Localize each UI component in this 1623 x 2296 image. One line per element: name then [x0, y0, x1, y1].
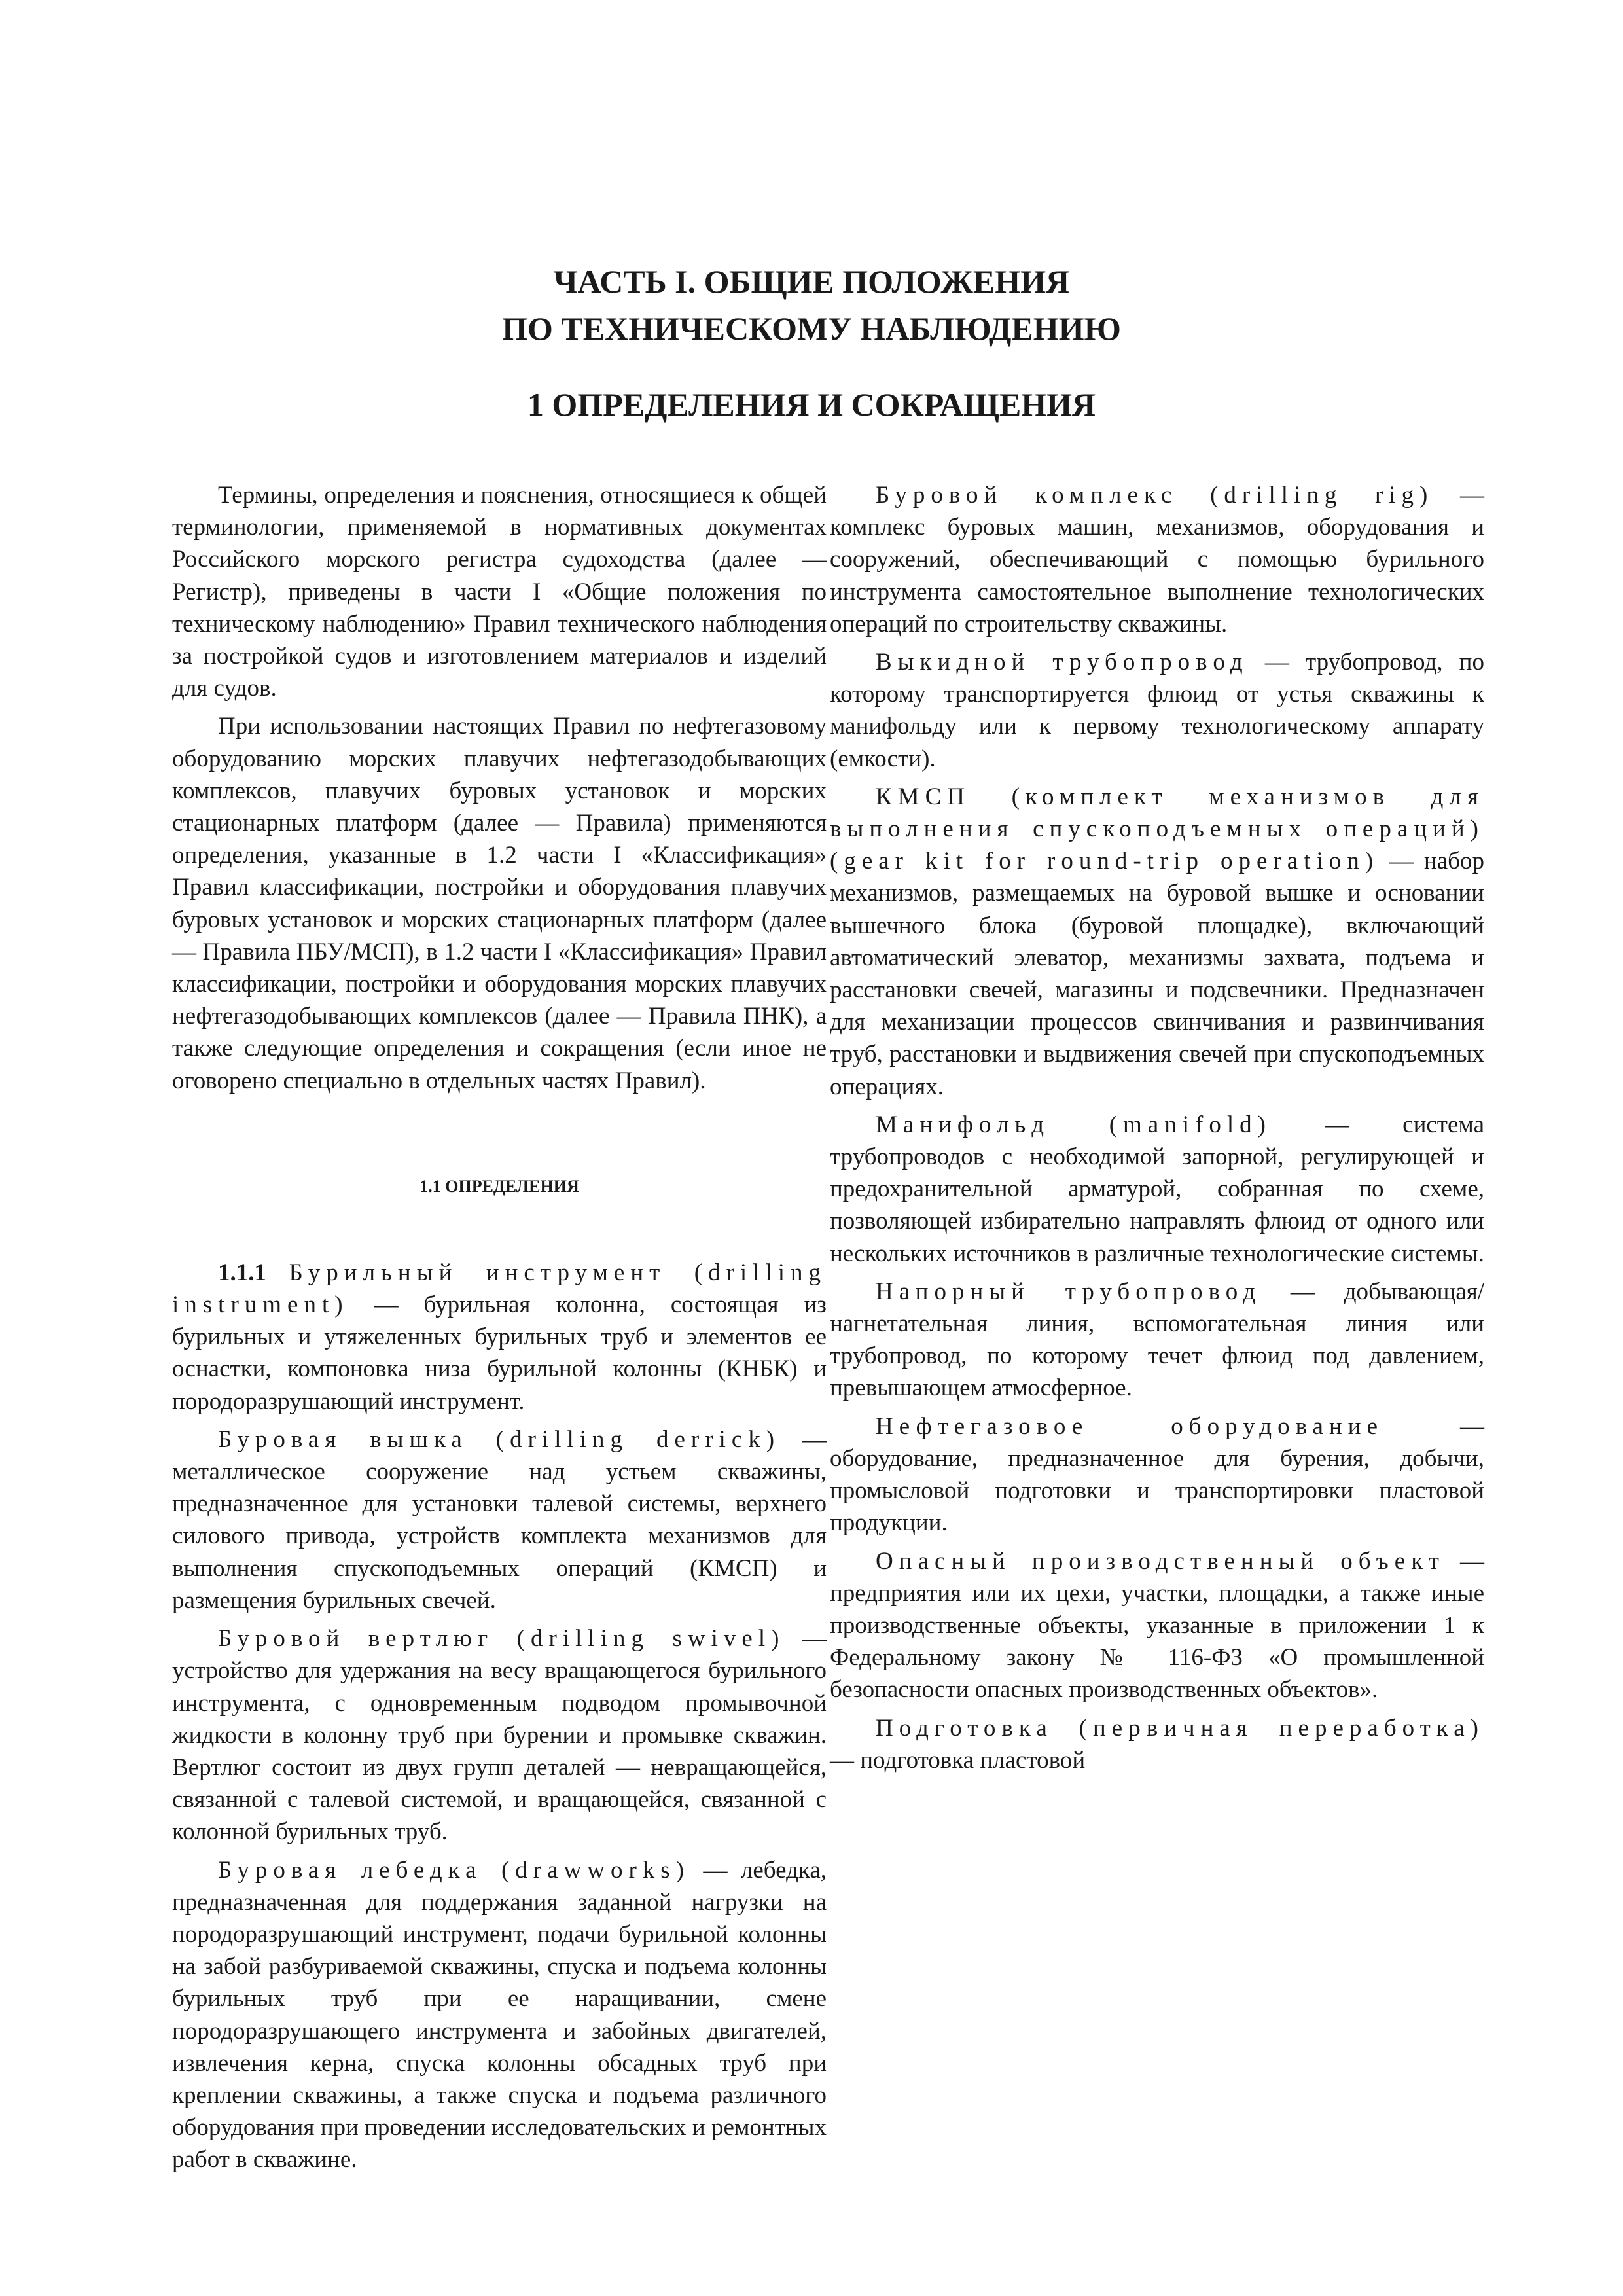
part-title-line2: ПО ТЕХНИЧЕСКОМУ НАБЛЮДЕНИЮ [502, 310, 1121, 347]
definition [172, 1257, 827, 1418]
definition-text: — предприятия или их цехи, участки, площадки, а также иные производственные объекты, указанные в приложении 1 к Федеральному закону № 116-ФЗ «О промышленной безопасности опасных производственных объектов». [830, 1547, 1484, 1704]
section-title: 1 ОПРЕДЕЛЕНИЯ И СОКРАЩЕНИЯ [527, 386, 1096, 423]
definition-term: Опасный производственный объект [876, 1547, 1445, 1575]
definition-text: — устройство для удержания на весу вращающегося бурильного инструмента, с одновременным подводом промывочной жидкости в колонну труб при бурении и промывке скважин. Вертлюг состоит из двух групп деталей — невращающейся, связанной с талевой системой, и вращающейся, связанной с колонной бурильных труб. [172, 1625, 827, 1846]
definition-term: Бурильный инструмент (drilling instrument) [172, 1259, 827, 1319]
definition-term: Подготовка (первичная переработка) [876, 1714, 1484, 1742]
definition-term: Выкидной трубопровод [876, 649, 1249, 676]
definition-text: — трубопровод, по которому транспортируется флюид от устья скважины к манифольду или к первому технологическому аппарату (емкости). [830, 649, 1484, 772]
definition-term: Нефтегазовое оборудование [876, 1412, 1384, 1440]
definition-text: — оборудование, предназначенное для бурения, добычи, промысловой подготовки и транспортировки пластовой продукции. [830, 1412, 1485, 1537]
definition [830, 1276, 1484, 1405]
definition [830, 1545, 1484, 1706]
definition-text: — набор механизмов, размещаемых на буровой вышке и основании вышечного блока (буровой площадке), включающий автоматический элеватор, механизмы захвата, подъема и расстановки свечей, магазины и подсвечники. Предназначен для механизации процессов свинчивания и развинчивания труб, расстановки и выдвижения свечей при спускоподъемных операциях. [830, 848, 1484, 1100]
right-column [830, 479, 1484, 1782]
left-column [172, 479, 827, 2182]
definition [830, 1410, 1484, 1539]
definition [830, 1712, 1484, 1776]
definition [172, 1623, 827, 1848]
definition-text: — металлическое сооружение над устьем скважины, предназначенное для установки талевой системы, верхнего силового привода, устройств комплекта механизмов для выполнения спускоподъемных операций (КМСП) и размещения бурильных свечей. [172, 1426, 827, 1614]
subsection-title: 1.1 ОПРЕДЕЛЕНИЯ [419, 1176, 579, 1196]
definition-text: — лебедка, предназначенная для поддержания заданной нагрузки на породоразрушающий инструмент, подачи бурильной колонны на забой разбуриваемой скважины, спуска и подъема колонны бурильных труб при ее наращивании, смене породоразрушающего инструмента и забойных двигателей, извлечения керна, спуска колонны обсадных труб при креплении скважины, а также спуска и подъема различного оборудования при проведении исследовательских и ремонтных работ в скважине. [172, 1856, 827, 2174]
definition [830, 1109, 1484, 1270]
definition-text: — добывающая/нагнетательная линия, вспомогательная линия или трубопровод, по которому течет флюид под давлением, превышающем атмосферное. [830, 1278, 1484, 1402]
definition-term: Напорный трубопровод [876, 1278, 1262, 1305]
definition-text: — бурильная колонна, состоящая из бурильных и утяжеленных бурильных труб и элементов ее оснастки, компоновка низа бурильной колонны (КНБК) и породоразрушающий инструмент. [172, 1291, 827, 1415]
definition-term: КМСП (комплект механизмов для выполнения спускоподъемных операций) (gear kit for round-trip operation) [830, 783, 1484, 875]
definition-text: — система трубопроводов с необходимой запорной, регулирующей и предохранительной арматурой, собранная по схеме, позволяющей избирательно направлять флюид от одного или нескольких источников в различные технологические системы. [830, 1111, 1484, 1267]
definition [830, 646, 1484, 775]
definition-text: — подготовка пластовой [830, 1746, 1086, 1774]
intro-paragraph: Термины, определения и пояснения, относящиеся к общей терминологии, применяемой в нормативных документах Российского морского регистра судоходства (далее — Регистр), приведены в части I «Общие положения по техническому наблюдению» Правил технического наблюдения за постройкой судов и изготовлением материалов и изделий для судов. [172, 482, 827, 702]
definition-number: 1.1.1 [218, 1259, 266, 1286]
definition-term: Буровой комплекс (drilling rig) [876, 482, 1434, 509]
definition-term: Манифольд (manifold) [876, 1111, 1272, 1138]
definition-term: Буровая лебедка (drawworks) [218, 1856, 690, 1884]
definition-text: — комплекс буровых машин, механизмов, оборудования и сооружений, обеспечивающий с помощью бурильного инструмента самостоятельное выполнение технологических операций по строительству скважины. [830, 482, 1484, 637]
definition-term: Буровой вертлюг (drilling swivel) [218, 1625, 785, 1653]
definition [830, 781, 1484, 1103]
part-title-line1: ЧАСТЬ I. ОБЩИЕ ПОЛОЖЕНИЯ [553, 263, 1070, 300]
intro-paragraph: При использовании настоящих Правил по нефтегазовому оборудованию морских плавучих нефтегазодобывающих комплексов, плавучих буровых установок и морских стационарных платформ (далее — Правила) применяются определения, указанные в 1.2 части I «Классификация» Правил классификации, постройки и оборудования плавучих буровых установок и морских стационарных платформ (далее — Правила ПБУ/МСП), в 1.2 части I «Классификация» Правил классификации, постройки и оборудования морских плавучих нефтегазодобывающих комплексов (далее — Правила ПНК), а также следующие определения и сокращения (если иное не оговорено специально в отдельных частях Правил). [172, 713, 827, 1094]
definition [172, 1424, 827, 1617]
definition [172, 1854, 827, 2176]
definition [830, 479, 1484, 640]
definition-term: Буровая вышка (drilling derrick) [218, 1426, 781, 1453]
